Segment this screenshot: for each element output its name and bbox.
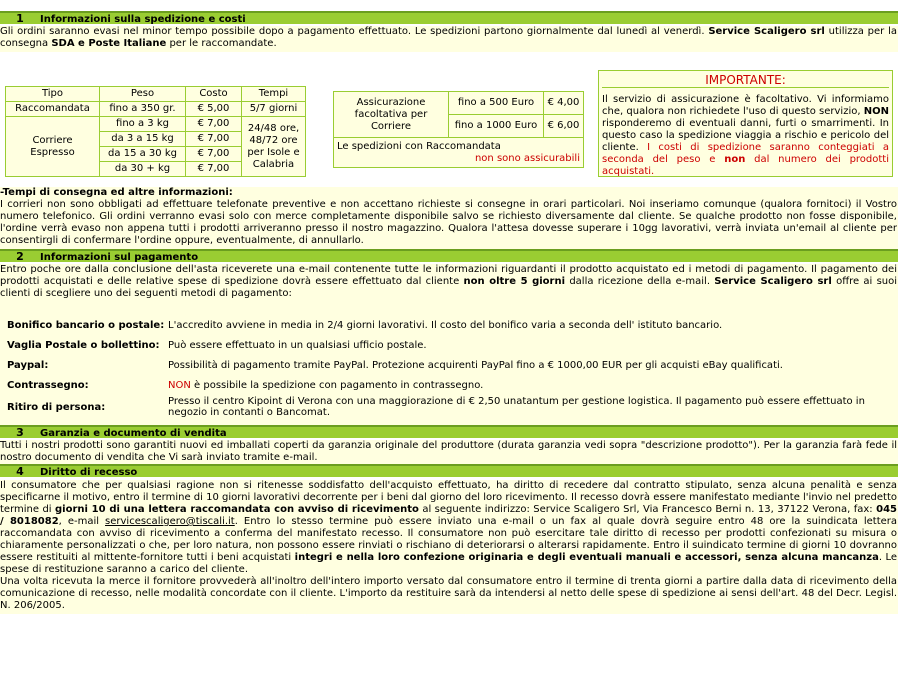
intro-text: Gli ordini saranno evasi nel minor tempo possibile dopo a pagamento effettuato. Le spedizioni partono giornalmente dal lunedì al venerdì. xyxy=(0,26,705,37)
method-warning: NON xyxy=(168,379,191,391)
notice-text: Il servizio di assicurazione è facoltativo. Vi informiamo che, qualora non richiedete l'uso di questo servizio, xyxy=(602,94,889,117)
fax-number: 045 / 8018082 xyxy=(0,504,897,527)
cell-costo: € 7,00 xyxy=(186,117,242,132)
method-description: L'accredito avviene in media in 2/4 giorni lavorativi. Il costo del bonifico varia a seconda dell' istituto bancario. xyxy=(168,319,723,331)
cell-peso: da 15 a 30 kg xyxy=(100,147,186,162)
notice-warning: dal numero dei prodotti acquistati. xyxy=(602,154,890,177)
intro-text: utilizza per la consegna xyxy=(0,26,897,49)
payment-method-row xyxy=(0,375,898,395)
payment-method-row xyxy=(0,315,898,335)
cell-peso: da 3 a 15 kg xyxy=(100,132,186,147)
section-3-header xyxy=(0,425,898,438)
withdrawal-paragraph: . Le spese di restituzione saranno a carico del cliente. xyxy=(0,552,898,575)
col-header-peso: Peso xyxy=(100,87,186,102)
cell-costo: € 7,00 xyxy=(186,162,242,177)
method-description xyxy=(168,380,898,391)
notice-warning: I costi di spedizione saranno conteggiati a seconda del peso e xyxy=(602,142,889,165)
cell-costo: € 4,00 xyxy=(544,92,584,115)
cell-costo: € 5,00 xyxy=(186,102,242,117)
section-title: Informazioni sulla spedizione e costi xyxy=(40,14,246,25)
method-text: è possibile la spedizione con pagamento in contrassegno. xyxy=(194,379,484,391)
cell-peso: fino a 500 Euro xyxy=(449,92,544,115)
warranty-description: Tutti i nostri prodotti sono garantiti nuovi ed imballati coperti da garanzia originale del produttore (durata garanzia vedi sopra "descrizione prodotto"). Per la garanzia farà fede il nostro documento di vendita che Vi sarà inviato tramite e-mail. xyxy=(0,440,897,463)
section-4-header xyxy=(0,464,898,477)
notice-title: IMPORTANTE: xyxy=(602,73,889,88)
section-number: 4 xyxy=(16,465,24,478)
insurance-note xyxy=(334,138,584,168)
payment-methods-list xyxy=(0,313,898,425)
section-1-header xyxy=(0,11,898,24)
payment-text: Entro poche ore dalla conclusione dell'asta riceverete una e-mail contenente tutte le informazioni riguardanti il prodotto acquistato ed i metodi di pagamento. Il pagamento dei prodotti acquistati e delle relative spese di spedizione dovrà essere effettuato dal cliente xyxy=(0,264,897,287)
method-description: Possibilità di pagamento tramite PayPal. Protezione acquirenti PayPal fino a € 1000,00 EUR per gli acquisti eBay qualificati. xyxy=(168,359,783,371)
withdrawal-emphasis: integri e nella loro confezione originaria e degli eventuali manuali e accessori, senza alcuna mancanza xyxy=(294,552,879,563)
section-title: Informazioni sul pagamento xyxy=(40,252,199,263)
carrier-names: SDA e Poste Italiane xyxy=(51,38,167,49)
payment-text: offre ai suoi clienti di scegliere uno dei seguenti metodi di pagamento: xyxy=(0,276,898,299)
delivery-info-text: I corrieri non sono obbligati ad effettuare telefonate preventive e non accettano richieste si consegne in orari particolari. Noi inseriamo comunque (qualora fornitoci) il Vostro numero telefonico. Gli ordini verranno evasi solo con merce completamente disponibile salvo se richiesto diversamente dal cliente. Se qualche prodotto non fosse disponibile, l'ordine verrà evaso non appena tutti i prodotti arriveranno presso il nostro magazzino. Qualora l'attesa dovesse superare i 10gg lavorativi, verrà inviata un'email al cliente per consentirgli di confermare l'ordine oppure, eventualmente, di annullarlo. xyxy=(0,199,897,246)
withdrawal-paragraph: al seguente indirizzo: Service Scaligero Srl, Via Francesco Berni n. 13, 37122 Verona, fax: xyxy=(422,504,873,515)
section-number: 2 xyxy=(16,250,24,263)
cell-peso: fino a 3 kg xyxy=(100,117,186,132)
payment-text: dalla ricezione della e-mail. xyxy=(569,276,711,287)
section-number: 3 xyxy=(16,426,24,439)
company-name: Service Scaligero srl xyxy=(708,26,825,37)
cell-costo: € 7,00 xyxy=(186,132,242,147)
table-row xyxy=(334,92,584,115)
insurance-table xyxy=(333,91,584,168)
method-label: Ritiro di persona: xyxy=(7,401,106,413)
method-label: Vaglia Postale o bollettino: xyxy=(7,339,160,351)
method-description: Presso il centro Kipoint di Verona con una maggiorazione di € 2,50 unatantum per gestione logistica. Il pagamento può essere effettuato in negozio in contanti o Bancomat. xyxy=(168,396,865,418)
section-number: 1 xyxy=(16,12,24,25)
note-text: Le spedizioni con Raccomandata xyxy=(337,141,501,152)
method-label: Paypal: xyxy=(7,359,49,371)
cell-peso: fino a 350 gr. xyxy=(100,102,186,117)
withdrawal-paragraph: Il consumatore che per qualsiasi ragione non si ritenesse soddisfatto dell'acquisto effettuato, ha diritto di recedere dal contratto stipulato, senza alcuna penalità e senza specificarne il motivo, entro il termine di 10 giorni lavorativi decorrente per i beni dal giorno del loro ricevimento. Il recesso dovrà essere manifestato mediante l'invio nel predetto termine di xyxy=(0,480,897,515)
delivery-info xyxy=(0,187,898,249)
payment-method-row xyxy=(0,335,898,355)
cell-tipo: Corriere Espresso xyxy=(6,117,100,177)
method-label: Contrassegno: xyxy=(7,379,89,391)
col-header-tipo: Tipo xyxy=(6,87,100,102)
cell-peso: da 30 + kg xyxy=(100,162,186,177)
col-header-costo: Costo xyxy=(186,87,242,102)
email-link[interactable]: servicescaligero@tiscali.it xyxy=(105,516,235,527)
cell-costo: € 6,00 xyxy=(544,115,584,138)
cell-tipo: Raccomandata xyxy=(6,102,100,117)
section-2-header xyxy=(0,249,898,262)
shipping-cost-table xyxy=(5,86,306,177)
withdrawal-paragraph: , e-mail xyxy=(58,516,100,527)
intro-text: per le raccomandate. xyxy=(169,38,277,49)
cell-tempi: 24/48 ore, 48/72 ore per Isole e Calabria xyxy=(242,117,306,177)
method-description: Può essere effettuato in un qualsiasi ufficio postale. xyxy=(168,339,427,351)
table-header-row xyxy=(6,87,306,102)
important-notice xyxy=(598,70,893,177)
notice-emphasis: NON xyxy=(863,106,889,117)
table-row xyxy=(6,117,306,132)
payment-intro xyxy=(0,264,898,313)
table-row xyxy=(334,138,584,168)
cell-costo: € 7,00 xyxy=(186,147,242,162)
table-row xyxy=(6,102,306,117)
notice-text: risponderemo di eventuali danni, furti o smarrimenti. In questo caso la spedizione viaggia a rischio e pericolo del cliente. xyxy=(602,118,889,153)
refund-paragraph: Una volta ricevuta la merce il fornitore provvederà all'inoltro dell'intero importo versato dal consumatore entro il termine di trenta giorni a partire dalla data di ricevimento della comunicazione di recesso, nelle modalità concordate con il cliente. L'importo da restituire sarà da intendersi al netto delle spese di spedizione ai sensi dell'art. 48 del Decr. Legisl. N. 206/2005. xyxy=(0,576,897,611)
company-name: Service Scaligero srl xyxy=(714,276,832,287)
notice-emphasis: non xyxy=(724,154,746,165)
section-title: Garanzia e documento di vendita xyxy=(40,428,227,439)
withdrawal-text xyxy=(0,480,898,614)
delivery-info-title: -Tempi di consegna ed altre informazioni: xyxy=(0,187,233,198)
withdrawal-emphasis: giorni 10 di una lettera raccomandata con avviso di ricevimento xyxy=(55,504,419,515)
section-1-intro xyxy=(0,26,898,52)
col-header-tempi: Tempi xyxy=(242,87,306,102)
cell-tempi: 5/7 giorni xyxy=(242,102,306,117)
section-title: Diritto di recesso xyxy=(40,467,138,478)
warranty-text xyxy=(0,440,898,464)
note-warning: non sono assicurabili xyxy=(474,153,580,164)
withdrawal-paragraph: . Entro lo stesso termine può essere inviato una e-mail o un fax al quale dovrà seguire entro 48 ore la suindicata lettera raccomandata con avviso di ricevimento a conferma del manifestato recesso. Il consumatore non può esercitare tale diritto di recesso per prodotti confezionati su misura o chiaramente personalizzati o che, per loro natura, non possono essere rinviati o rischiano di deteriorarsi o alterarsi rapidamente. Entro il suindicato termine di giorni 10 dovranno essere restituiti al mittente-fornitore tutti i beni acquistati xyxy=(0,516,898,563)
method-label: Bonifico bancario o postale: xyxy=(7,319,165,331)
insurance-label: Assicurazione facoltativa per Corriere xyxy=(334,92,449,138)
payment-method-row xyxy=(0,355,898,375)
payment-deadline: non oltre 5 giorni xyxy=(463,276,566,287)
payment-method-row xyxy=(0,395,898,419)
cell-peso: fino a 1000 Euro xyxy=(449,115,544,138)
